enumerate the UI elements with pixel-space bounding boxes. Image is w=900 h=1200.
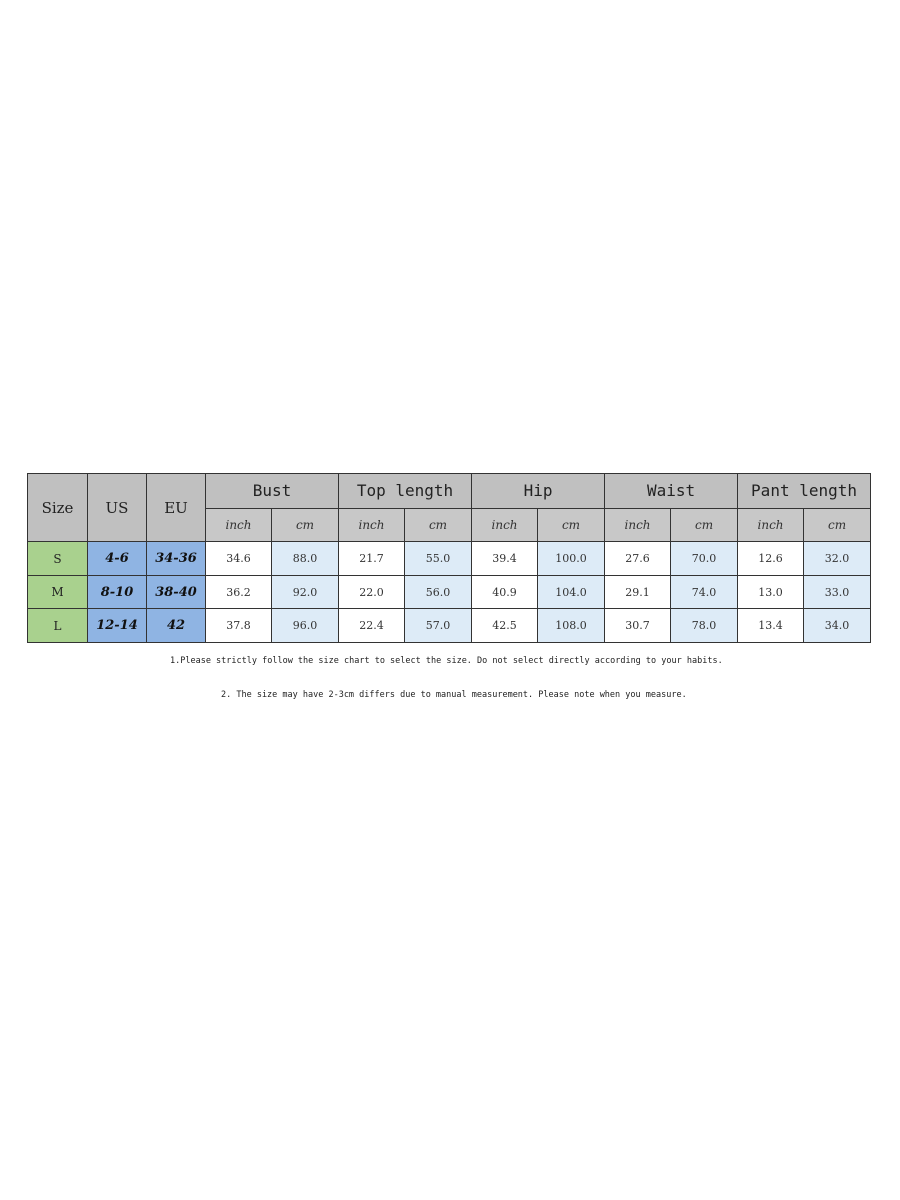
- unit-cm: cm: [272, 508, 339, 542]
- waist-inch: 30.7: [605, 609, 671, 643]
- waist-inch: 29.1: [605, 575, 671, 609]
- table-header-row: [28, 474, 871, 509]
- pant-length-cm: 34.0: [804, 609, 871, 643]
- header-pant-length: Pant length: [738, 474, 871, 509]
- pant-length-cm: 32.0: [804, 542, 871, 576]
- size-label: S: [28, 542, 88, 576]
- pant-length-inch: 13.4: [738, 609, 804, 643]
- header-top-length: Top length: [339, 474, 472, 509]
- note-size-chart: 1.Please strictly follow the size chart to select the size. Do not select directly according to your habits.: [170, 656, 723, 666]
- hip-cm: 104.0: [538, 575, 605, 609]
- size-chart-table: [27, 473, 871, 643]
- bust-cm: 96.0: [272, 609, 339, 643]
- top-length-cm: 56.0: [405, 575, 472, 609]
- unit-inch: inch: [339, 508, 405, 542]
- bust-inch: 37.8: [206, 609, 272, 643]
- header-hip: Hip: [472, 474, 605, 509]
- top-length-inch: 21.7: [339, 542, 405, 576]
- unit-inch: inch: [206, 508, 272, 542]
- us-size: 12-14: [88, 609, 147, 643]
- header-waist: Waist: [605, 474, 738, 509]
- us-size: 4-6: [88, 542, 147, 576]
- waist-cm: 74.0: [671, 575, 738, 609]
- unit-inch: inch: [605, 508, 671, 542]
- note-measurement: 2. The size may have 2-3cm differs due to manual measurement. Please note when you measure.: [221, 690, 687, 700]
- top-length-inch: 22.0: [339, 575, 405, 609]
- table-row: [28, 575, 871, 609]
- table-row: [28, 609, 871, 643]
- waist-cm: 78.0: [671, 609, 738, 643]
- unit-cm: cm: [538, 508, 605, 542]
- us-size: 8-10: [88, 575, 147, 609]
- hip-cm: 100.0: [538, 542, 605, 576]
- header-bust: Bust: [206, 474, 339, 509]
- table-row: [28, 542, 871, 576]
- eu-size: 34-36: [147, 542, 206, 576]
- hip-cm: 108.0: [538, 609, 605, 643]
- pant-length-inch: 13.0: [738, 575, 804, 609]
- top-length-cm: 57.0: [405, 609, 472, 643]
- bust-inch: 34.6: [206, 542, 272, 576]
- top-length-cm: 55.0: [405, 542, 472, 576]
- unit-inch: inch: [738, 508, 804, 542]
- size-label: L: [28, 609, 88, 643]
- unit-cm: cm: [671, 508, 738, 542]
- hip-inch: 42.5: [472, 609, 538, 643]
- size-label: M: [28, 575, 88, 609]
- eu-size: 42: [147, 609, 206, 643]
- bust-inch: 36.2: [206, 575, 272, 609]
- pant-length-inch: 12.6: [738, 542, 804, 576]
- header-eu: EU: [147, 474, 206, 542]
- header-size: Size: [28, 474, 88, 542]
- unit-cm: cm: [804, 508, 871, 542]
- unit-inch: inch: [472, 508, 538, 542]
- bust-cm: 88.0: [272, 542, 339, 576]
- pant-length-cm: 33.0: [804, 575, 871, 609]
- hip-inch: 40.9: [472, 575, 538, 609]
- top-length-inch: 22.4: [339, 609, 405, 643]
- waist-inch: 27.6: [605, 542, 671, 576]
- unit-cm: cm: [405, 508, 472, 542]
- header-us: US: [88, 474, 147, 542]
- eu-size: 38-40: [147, 575, 206, 609]
- bust-cm: 92.0: [272, 575, 339, 609]
- waist-cm: 70.0: [671, 542, 738, 576]
- hip-inch: 39.4: [472, 542, 538, 576]
